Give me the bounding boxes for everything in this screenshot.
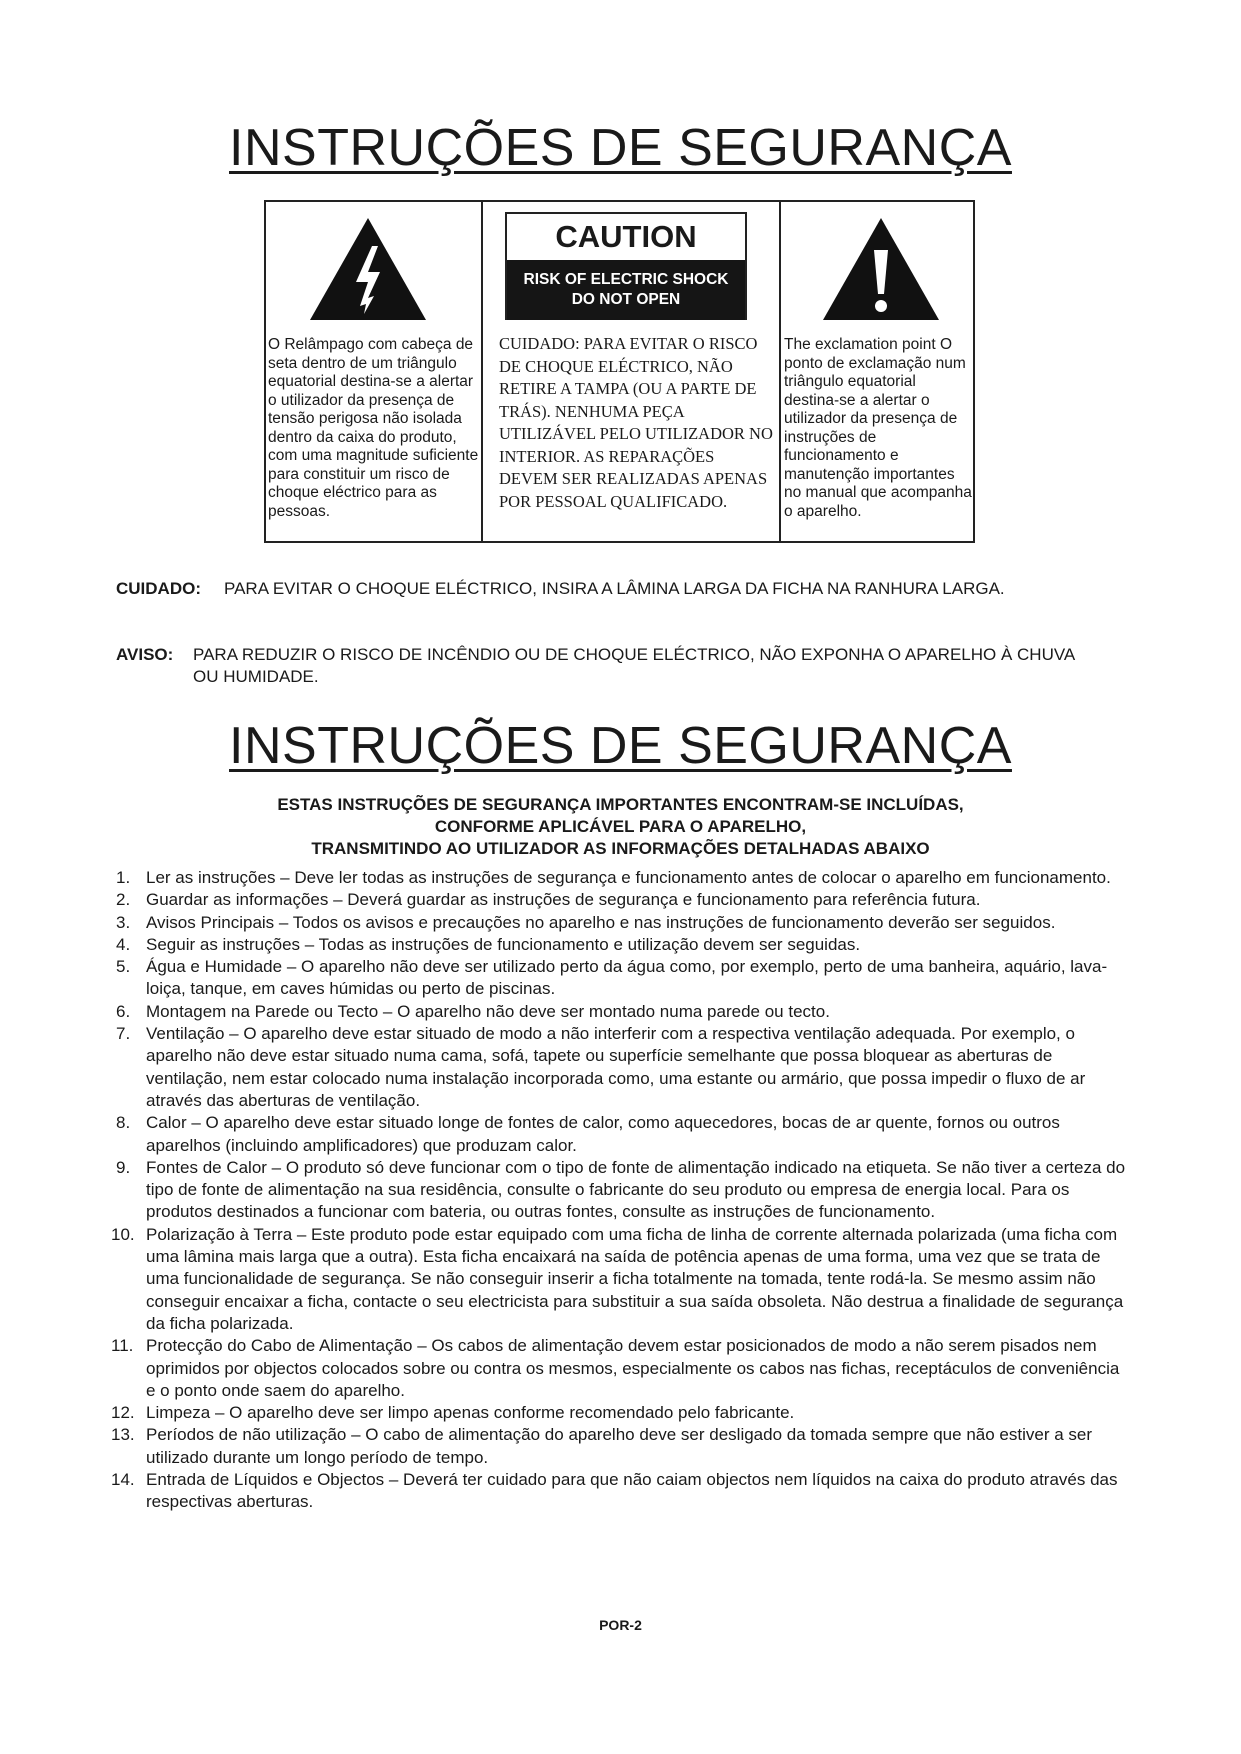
subheading-line-1: ESTAS INSTRUÇÕES DE SEGURANÇA IMPORTANTES ENCONTRAM-SE INCLUÍDAS, <box>277 795 964 814</box>
cuidado-label <box>116 578 201 600</box>
instruction-text: Polarização à Terra – Este produto pode estar equipado com uma ficha de linha de corrente alternada polarizada (uma ficha com uma lâmina mais larga que a outra). Esta ficha encaixará na saída de potência apenas de uma forma, uma vez que se trata de uma funcionalidade de segurança. Se não conseguir inserir a ficha totalmente na tomada, tente rodá-la. Se mesmo assim não conseguir encaixar a ficha, contacte o seu electricista para substituir a sua saída obsoleta. Não destrua a finalidade de segurança da ficha polarizada. <box>146 1224 1124 1333</box>
caution-line-1: RISK OF ELECTRIC SHOCK <box>523 271 729 288</box>
instruction-number: 4. <box>116 934 131 954</box>
instruction-text: Entrada de Líquidos e Objectos – Deverá ter cuidado para que não caiam objectos nem líquidos na caixa do produto através das respectivas aberturas. <box>146 1470 1118 1512</box>
aviso-label <box>116 644 173 666</box>
instruction-item <box>111 1335 1126 1402</box>
instruction-text: Seguir as instruções – Todas as instruções de funcionamento e utilização devem ser seguidas. <box>146 934 861 954</box>
instruction-item <box>116 889 1126 911</box>
instruction-text: Calor – O aparelho deve estar situado longe de fontes de calor, como aquecedores, bocas de ar quente, fornos ou outros aparelhos (incluindo amplificadores) que produzam calor. <box>146 1113 1060 1155</box>
instruction-item <box>111 1402 1126 1424</box>
warning-right-column <box>779 202 973 541</box>
instruction-text: Água e Humidade – O aparelho não deve ser utilizado perto da água como, por exemplo, perto de uma banheira, aquário, lava-loiça, tanque, em caves húmidas ou perto de piscinas. <box>146 957 1108 999</box>
page-title <box>0 118 1241 178</box>
instruction-item <box>116 1157 1126 1224</box>
instruction-item <box>111 1224 1126 1335</box>
instruction-number: 2. <box>116 890 131 910</box>
instruction-item <box>111 1469 1126 1514</box>
caution-line-2: DO NOT OPEN <box>571 291 681 308</box>
instruction-text: Limpeza – O aparelho deve ser limpo apenas conforme recomendado pelo fabricante. <box>146 1403 795 1423</box>
instruction-text: Ventilação – O aparelho deve estar situado de modo a não interferir com a respectiva ventilação adequada. Por exemplo, o aparelho não deve estar situado numa cama, sofá, tapete ou superfície semelhante que possa bloquear as aberturas de ventilação, nem estar colocado numa instalação incorporada como, uma estante ou armário, que possa impedir o fluxo de ar através das aberturas de ventilação. <box>146 1024 1086 1110</box>
instruction-text: Fontes de Calor – O produto só deve funcionar com o tipo de fonte de alimentação indicado na etiqueta. Se não tiver a certeza do tipo de fonte de alimentação na sua residência, consulte o fabricante do seu produto ou empresa de energia local. Para os produtos destinados a funcionar com bateria, ou outras fontes, consulte as instruções de funcionamento. <box>146 1157 1126 1222</box>
instruction-number: 1. <box>116 868 131 887</box>
caution-title: CAUTION <box>555 219 697 254</box>
instruction-number: 10. <box>111 1224 135 1244</box>
instruction-number: 8. <box>116 1113 131 1133</box>
page-number: POR-2 <box>599 1617 642 1633</box>
aviso-label-text: AVISO: <box>116 645 174 664</box>
instruction-number: 7. <box>116 1024 131 1044</box>
subheading-line-2: CONFORME APLICÁVEL PARA O APARELHO, <box>434 817 807 836</box>
exclamation-warning-text: The exclamation point O ponto de exclamação num triângulo equatorial destina-se a alertar o utilizador da presença de instruções de funcionamento e manutenção importantes no manual que acompanha o aparelho. <box>784 336 972 520</box>
instruction-text: Ler as instruções – Deve ler todas as instruções de segurança e funcionamento antes de colocar o aparelho em funcionamento. <box>146 868 1111 887</box>
instruction-number: 11. <box>111 1336 134 1356</box>
exclamation-triangle-icon <box>821 216 941 324</box>
page-title-text: INSTRUÇÕES DE SEGURANÇA <box>229 119 1012 177</box>
section-title <box>0 716 1241 776</box>
cuidado-text: PARA EVITAR O CHOQUE ELÉCTRICO, INSIRA A LÂMINA LARGA DA FICHA NA RANHURA LARGA. <box>224 579 1005 598</box>
instruction-item <box>111 1424 1126 1469</box>
warning-box <box>264 200 975 543</box>
lightning-warning-text: O Relâmpago com cabeça de seta dentro de um triângulo equatorial destina-se a alertar o utilizador da presença de tensão perigosa não isolada dentro da caixa do produto, com uma magnitude suficiente para constituir um risco de choque eléctrico para as pessoas. <box>268 336 479 520</box>
caution-label <box>505 212 747 320</box>
instruction-item <box>116 934 1126 956</box>
instruction-item <box>116 1112 1126 1157</box>
instruction-item <box>116 1001 1126 1023</box>
instruction-number: 5. <box>116 957 131 977</box>
warning-center-column <box>481 202 781 541</box>
cuidado-label-text: CUIDADO: <box>116 579 201 598</box>
instruction-number: 3. <box>116 912 131 932</box>
aviso-text: PARA REDUZIR O RISCO DE INCÊNDIO OU DE CHOQUE ELÉCTRICO, NÃO EXPONHA O APARELHO À CHUVA OU HUMIDADE. <box>193 645 1075 686</box>
instruction-number: 9. <box>116 1157 131 1177</box>
instruction-text: Períodos de não utilização – O cabo de alimentação do aparelho deve ser desligado da tomada sempre que não estiver a ser utilizado durante um longo período de tempo. <box>146 1425 1092 1467</box>
caution-banner <box>507 260 745 320</box>
subheading-line-3: TRANSMITINDO AO UTILIZADOR AS INFORMAÇÕES DETALHADAS ABAIXO <box>311 839 930 858</box>
instruction-number: 13. <box>111 1425 135 1445</box>
instruction-number: 12. <box>111 1403 135 1423</box>
instruction-item <box>116 956 1126 1001</box>
instruction-text: Guardar as informações – Deverá guardar as instruções de segurança e funcionamento para referência futura. <box>146 890 981 910</box>
instruction-item <box>116 912 1126 934</box>
instruction-text: Montagem na Parede ou Tecto – O aparelho não deve ser montado numa parede ou tecto. <box>146 1001 830 1021</box>
instruction-number: 6. <box>116 1001 131 1021</box>
instruction-text: Protecção do Cabo de Alimentação – Os cabos de alimentação devem estar posicionados de modo a não serem pisados nem oprimidos por objectos colocados sobre ou contra os mesmos, especialmente os cabos nas fichas, receptáculos de conveniência e o ponto onde saem do aparelho. <box>146 1336 1120 1400</box>
instruction-item <box>116 1023 1126 1112</box>
instructions-list <box>111 867 1126 1514</box>
warning-left-column <box>266 202 483 541</box>
instruction-item <box>116 867 1126 889</box>
instruction-text: Avisos Principais – Todos os avisos e precauções no aparelho e nas instruções de funcionamento deverão ser seguidos. <box>146 912 1056 932</box>
lightning-triangle-icon <box>308 216 428 324</box>
section-subheading <box>0 794 1241 860</box>
caution-warning-text: CUIDADO: PARA EVITAR O RISCO DE CHOQUE ELÉCTRICO, NÃO RETIRE A TAMPA (OU A PARTE DE TRÁS). NENHUMA PEÇA UTILIZÁVEL PELO UTILIZADOR NO INTERIOR. AS REPARAÇÕES DEVEM SER REALIZADAS APENAS POR PESSOAL QUALIFICADO. <box>499 334 773 511</box>
section-title-text: INSTRUÇÕES DE SEGURANÇA <box>229 717 1012 775</box>
instruction-number: 14. <box>111 1470 135 1490</box>
